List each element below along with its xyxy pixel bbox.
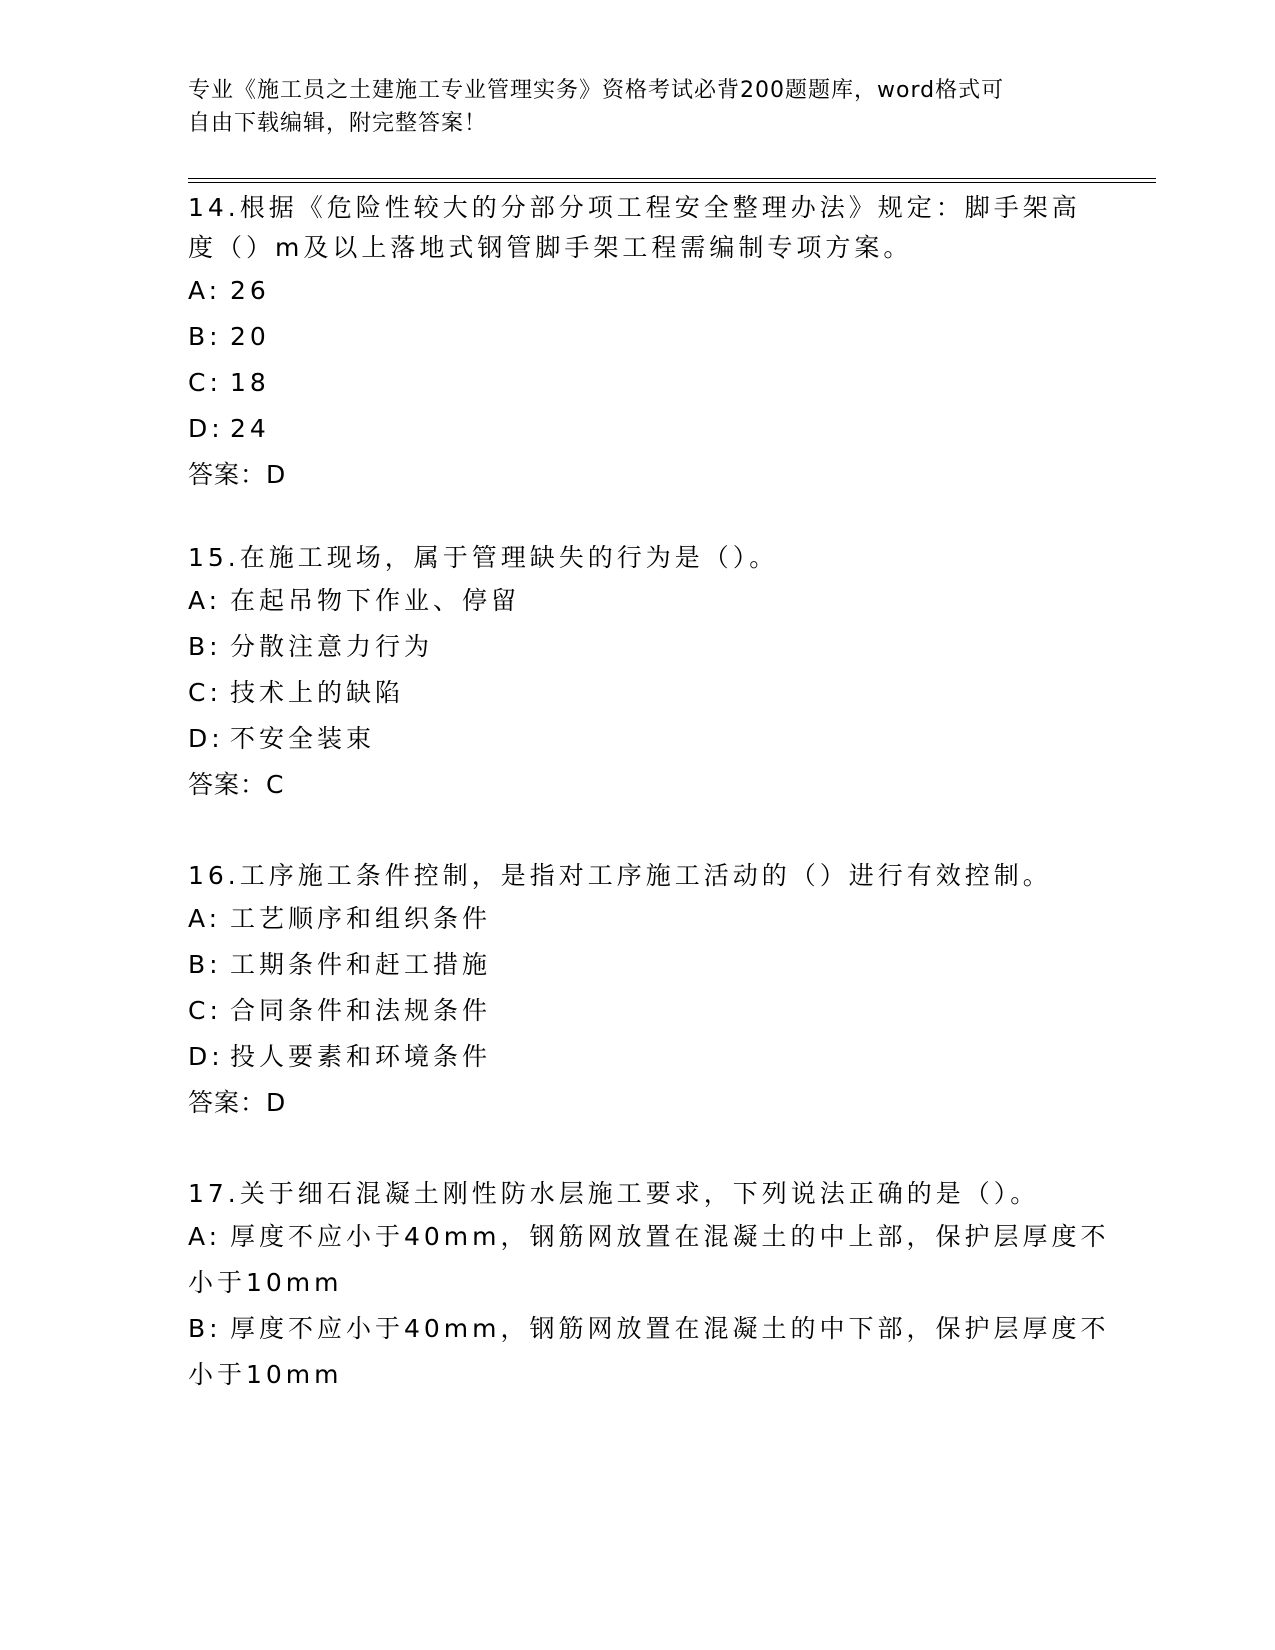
option-text: 合同条件和法规条件: [230, 996, 492, 1025]
option-letter: C:: [188, 996, 222, 1025]
header-divider-top: [188, 178, 1156, 179]
answer-line: 答案：D: [188, 1088, 287, 1117]
option-letter: A:: [188, 1222, 222, 1251]
option-letter: A:: [188, 276, 222, 305]
option-text: 厚度不应小于40mm，钢筋网放置在混凝土的中下部，保护层厚度不: [230, 1314, 1110, 1343]
option-letter: C:: [188, 368, 222, 397]
option-text: 厚度不应小于40mm，钢筋网放置在混凝土的中上部，保护层厚度不: [230, 1222, 1110, 1251]
option-d: [188, 1034, 1088, 1080]
option-text: 在起吊物下作业、停留: [230, 586, 521, 615]
option-text: 技术上的缺陷: [230, 678, 405, 707]
option-d: [188, 716, 1088, 762]
option-text: 24: [230, 414, 270, 443]
header-line-1: 专业《施工员之土建施工专业管理实务》资格考试必背200题题库，word格式可: [188, 78, 1005, 103]
option-letter: A:: [188, 586, 222, 615]
option-text: 工期条件和赶工措施: [230, 950, 492, 979]
answer-line: 答案：C: [188, 770, 285, 799]
header-line-2: 自由下载编辑，附完整答案！: [188, 111, 488, 136]
option-b-continuation: 小于10mm: [188, 1360, 343, 1389]
option-b: [188, 314, 1088, 360]
option-letter: C:: [188, 678, 222, 707]
question-17: [188, 1174, 1110, 1398]
option-c: [188, 360, 1088, 406]
answer-line: 答案：D: [188, 460, 287, 489]
option-letter: A:: [188, 904, 222, 933]
question-15: [188, 538, 1088, 808]
option-text: 投人要素和环境条件: [230, 1042, 492, 1071]
question-title-line: 度（）m及以上落地式钢管脚手架工程需编制专项方案。: [188, 233, 913, 262]
option-c: [188, 988, 1088, 1034]
question-14: [188, 188, 1088, 498]
question-title-line: 15.在施工现场，属于管理缺失的行为是（）。: [188, 543, 779, 572]
option-text: 工艺顺序和组织条件: [230, 904, 492, 933]
option-letter: B:: [188, 950, 222, 979]
option-a: [188, 1214, 1110, 1260]
option-letter: B:: [188, 1314, 222, 1343]
option-c: [188, 670, 1088, 716]
option-text: 26: [230, 276, 270, 305]
option-letter: D:: [188, 1042, 224, 1071]
question-title: [188, 188, 1088, 268]
option-b: [188, 624, 1088, 670]
option-letter: B:: [188, 632, 222, 661]
option-b: [188, 1306, 1110, 1352]
option-text: 不安全装束: [230, 724, 376, 753]
document-header: [188, 74, 1088, 140]
question-title: [188, 538, 1088, 578]
option-a: [188, 896, 1088, 942]
option-letter: B:: [188, 322, 222, 351]
option-d: [188, 406, 1088, 452]
option-text: 20: [230, 322, 270, 351]
question-16: [188, 856, 1088, 1126]
option-text: 分散注意力行为: [230, 632, 434, 661]
question-title-line: 17.关于细石混凝土刚性防水层施工要求，下列说法正确的是（）。: [188, 1179, 1040, 1208]
option-letter: D:: [188, 724, 224, 753]
option-a-continuation: 小于10mm: [188, 1268, 343, 1297]
header-divider-bottom: [188, 182, 1156, 183]
question-title: [188, 1174, 1088, 1214]
option-letter: D:: [188, 414, 224, 443]
option-text: 18: [230, 368, 270, 397]
option-a: [188, 578, 1088, 624]
question-title-line: 14.根据《危险性较大的分部分项工程安全整理办法》规定：脚手架高: [188, 193, 1081, 222]
option-b: [188, 942, 1088, 988]
option-a: [188, 268, 1088, 314]
question-title-line: 16.工序施工条件控制，是指对工序施工活动的（）进行有效控制。: [188, 861, 1052, 890]
question-title: [188, 856, 1088, 896]
